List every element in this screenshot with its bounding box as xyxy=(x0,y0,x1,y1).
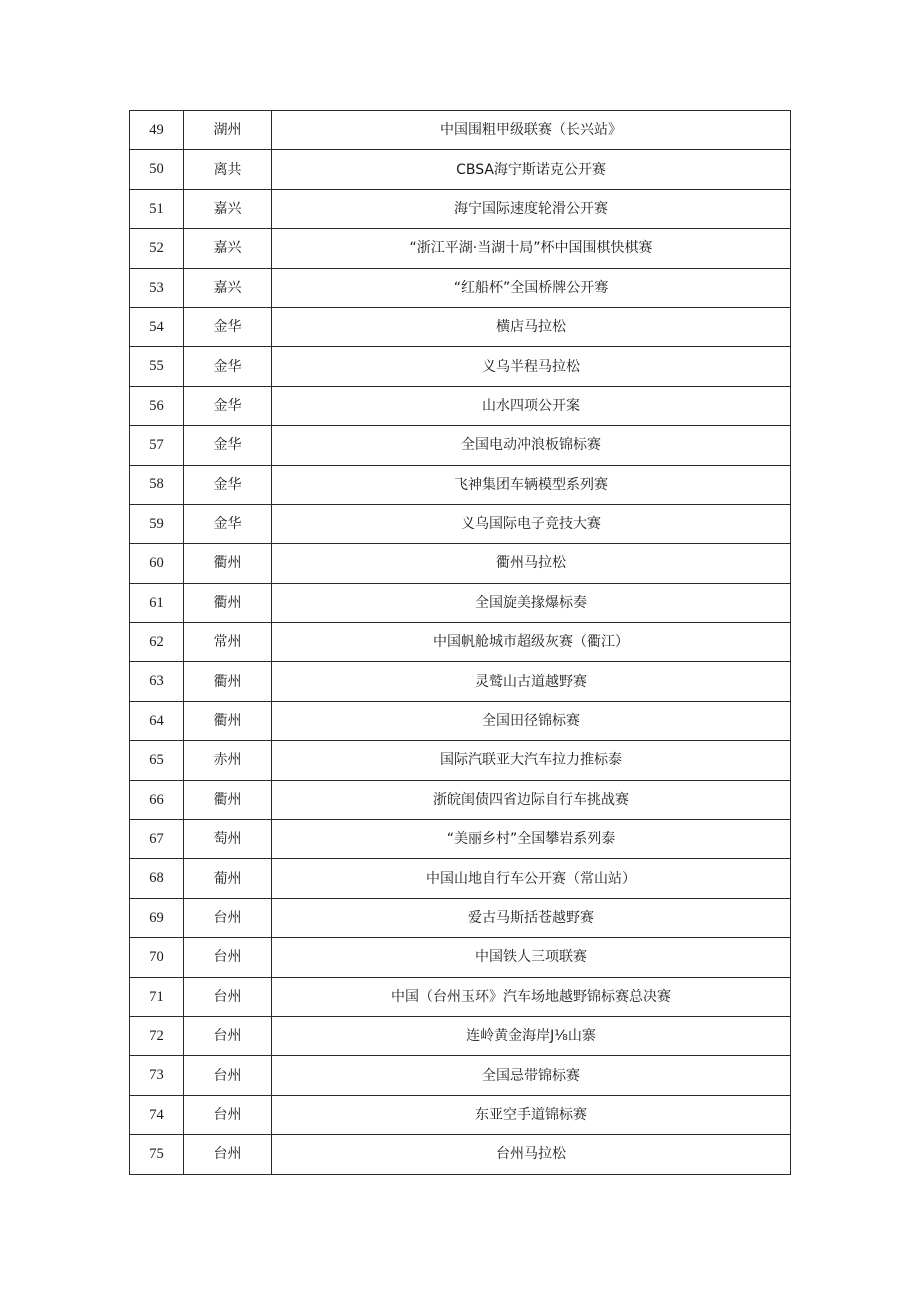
row-event-name: 义乌国际电子竞技大赛 xyxy=(272,504,791,543)
row-city: 常州 xyxy=(184,623,272,662)
table-row xyxy=(130,583,791,622)
row-city: 湖州 xyxy=(184,111,272,150)
row-city: 金华 xyxy=(184,386,272,425)
table-row xyxy=(130,268,791,307)
row-city: 衢州 xyxy=(184,662,272,701)
row-number: 66 xyxy=(130,780,184,819)
row-number: 49 xyxy=(130,111,184,150)
table-row xyxy=(130,386,791,425)
row-city: 金华 xyxy=(184,307,272,346)
row-event-name: 中国铁人三项联赛 xyxy=(272,938,791,977)
row-event-name: 连岭黄金海岸J⅛山寨 xyxy=(272,1016,791,1055)
row-number: 50 xyxy=(130,150,184,189)
row-city: 嘉兴 xyxy=(184,229,272,268)
table-row xyxy=(130,307,791,346)
row-city: 台州 xyxy=(184,1095,272,1134)
row-event-name: 全国田径锦标赛 xyxy=(272,701,791,740)
row-number: 63 xyxy=(130,662,184,701)
table-row xyxy=(130,780,791,819)
row-event-name: 爱古马斯括苍越野赛 xyxy=(272,898,791,937)
row-city: 嘉兴 xyxy=(184,268,272,307)
row-event-name: 衢州马拉松 xyxy=(272,544,791,583)
table-row xyxy=(130,1056,791,1095)
row-event-name: 海宁国际速度轮滑公开赛 xyxy=(272,189,791,228)
row-number: 59 xyxy=(130,504,184,543)
row-number: 74 xyxy=(130,1095,184,1134)
table-row xyxy=(130,623,791,662)
events-table xyxy=(129,110,791,1175)
row-event-name: 中国山地自行车公开赛（常山站） xyxy=(272,859,791,898)
row-number: 56 xyxy=(130,386,184,425)
row-city: 台州 xyxy=(184,898,272,937)
row-number: 68 xyxy=(130,859,184,898)
row-event-name: CBSA海宁斯诺克公开赛 xyxy=(272,150,791,189)
row-city: 台州 xyxy=(184,1056,272,1095)
row-city: 台州 xyxy=(184,1016,272,1055)
table-row xyxy=(130,1135,791,1174)
table-row xyxy=(130,504,791,543)
table-row xyxy=(130,111,791,150)
row-city: 衢州 xyxy=(184,701,272,740)
row-event-name: 台州马拉松 xyxy=(272,1135,791,1174)
row-city: 台州 xyxy=(184,938,272,977)
row-city: 离共 xyxy=(184,150,272,189)
row-city: 衢州 xyxy=(184,544,272,583)
table-row xyxy=(130,1016,791,1055)
table-row xyxy=(130,465,791,504)
row-event-name: 全国电动冲浪板锦标赛 xyxy=(272,426,791,465)
row-number: 62 xyxy=(130,623,184,662)
row-event-name: 国际汽联亚大汽车拉力推标泰 xyxy=(272,741,791,780)
row-event-name: 飞神集团车辆模型系列赛 xyxy=(272,465,791,504)
table-row xyxy=(130,1095,791,1134)
row-city: 金华 xyxy=(184,426,272,465)
row-number: 60 xyxy=(130,544,184,583)
row-number: 58 xyxy=(130,465,184,504)
table-row xyxy=(130,820,791,859)
row-event-name: 全国旋美掾爆标奏 xyxy=(272,583,791,622)
row-number: 64 xyxy=(130,701,184,740)
table-row xyxy=(130,977,791,1016)
row-city: 台州 xyxy=(184,1135,272,1174)
row-city: 衢州 xyxy=(184,780,272,819)
row-event-name: 全国忌带锦标赛 xyxy=(272,1056,791,1095)
table-row xyxy=(130,898,791,937)
row-event-name: 中国帆舱城市超级灰赛（衢江） xyxy=(272,623,791,662)
row-number: 70 xyxy=(130,938,184,977)
table-row xyxy=(130,938,791,977)
row-number: 72 xyxy=(130,1016,184,1055)
row-event-name: 浙皖闺债四省边际自行车挑战赛 xyxy=(272,780,791,819)
row-city: 萄州 xyxy=(184,820,272,859)
row-number: 54 xyxy=(130,307,184,346)
events-table-body xyxy=(130,111,791,1175)
row-number: 53 xyxy=(130,268,184,307)
table-row xyxy=(130,859,791,898)
row-event-name: “浙江平湖·当湖十局”杯中国围棋快棋赛 xyxy=(272,229,791,268)
row-number: 55 xyxy=(130,347,184,386)
row-city: 赤州 xyxy=(184,741,272,780)
row-city: 台州 xyxy=(184,977,272,1016)
table-row xyxy=(130,701,791,740)
row-city: 金华 xyxy=(184,347,272,386)
row-event-name: 中国（台州玉环》汽车场地越野锦标赛总决赛 xyxy=(272,977,791,1016)
row-event-name: 灵鹫山古道越野赛 xyxy=(272,662,791,701)
row-number: 69 xyxy=(130,898,184,937)
row-city: 金华 xyxy=(184,504,272,543)
row-number: 73 xyxy=(130,1056,184,1095)
row-event-name: 东亚空手道锦标赛 xyxy=(272,1095,791,1134)
row-number: 75 xyxy=(130,1135,184,1174)
table-row xyxy=(130,426,791,465)
table-row xyxy=(130,544,791,583)
row-number: 71 xyxy=(130,977,184,1016)
row-event-name: 山水四项公开案 xyxy=(272,386,791,425)
table-row xyxy=(130,741,791,780)
table-row xyxy=(130,229,791,268)
table-row xyxy=(130,150,791,189)
table-row xyxy=(130,662,791,701)
row-city: 嘉兴 xyxy=(184,189,272,228)
row-event-name: “红船杯”全国桥牌公开骞 xyxy=(272,268,791,307)
row-city: 金华 xyxy=(184,465,272,504)
row-number: 57 xyxy=(130,426,184,465)
row-number: 65 xyxy=(130,741,184,780)
row-event-name: 横店马拉松 xyxy=(272,307,791,346)
row-number: 51 xyxy=(130,189,184,228)
row-city: 葡州 xyxy=(184,859,272,898)
row-event-name: 义乌半程马拉松 xyxy=(272,347,791,386)
row-city: 衢州 xyxy=(184,583,272,622)
row-number: 67 xyxy=(130,820,184,859)
row-number: 52 xyxy=(130,229,184,268)
table-row xyxy=(130,347,791,386)
row-event-name: “美丽乡村”全国攀岩系列泰 xyxy=(272,820,791,859)
table-row xyxy=(130,189,791,228)
row-event-name: 中国围粗甲级联赛（长兴站》 xyxy=(272,111,791,150)
row-number: 61 xyxy=(130,583,184,622)
